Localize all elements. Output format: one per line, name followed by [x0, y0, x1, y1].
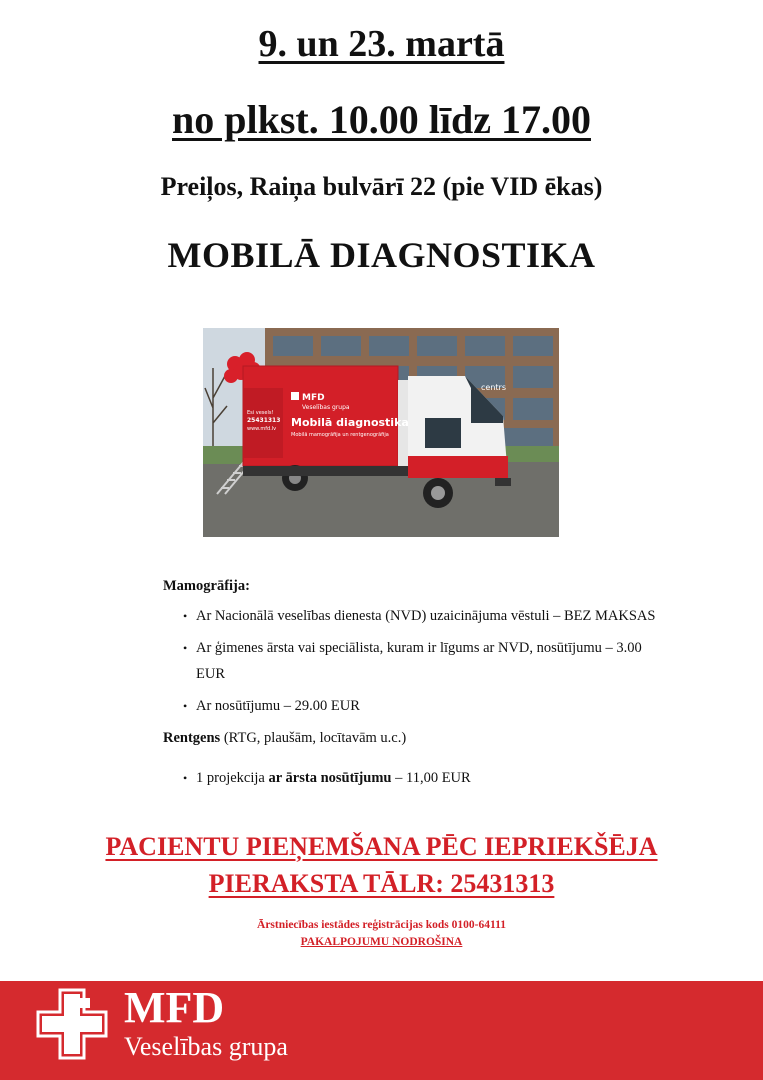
truck-brand-sub: Veselības grupa: [302, 404, 350, 411]
price-list: [163, 573, 663, 791]
truck-brand: MFD: [302, 393, 325, 403]
mamography-list: [163, 603, 663, 719]
appointment-notice-line1: PACIENTU PIEŅEMŠANA PĒC IEPRIEKŠĒJA: [105, 832, 658, 861]
mamography-heading: Mamogrāfija:: [163, 578, 250, 594]
footer-tagline: Veselības grupa: [124, 1032, 288, 1061]
truck-subtitle: Mobilā mamogrāfija un rentgenogrāfija: [291, 432, 389, 438]
list-item: • Ar Nacionālā veselības dienesta (NVD) uzaicinājuma vēstuli – BEZ MAKSAS: [163, 603, 663, 629]
xray-heading: Rentgens: [163, 730, 221, 746]
truck-phone-label: Esi vesels!: [247, 410, 274, 416]
xray-item-bold: ar ārsta nosūtījumu: [268, 770, 392, 786]
appointment-notice-line2: PIERAKSTA TĀLR: 25431313: [208, 869, 555, 898]
medical-cross-icon: [36, 988, 108, 1060]
xray-item-prefix: 1 projekcija: [196, 770, 269, 786]
list-item: • Ar ģimenes ārsta vai speciālista, kuram ir līgums ar NVD, nosūtījumu – 3.00 EUR: [163, 635, 663, 687]
list-item: [163, 765, 663, 791]
mobile-diagnostics-truck-photo: [203, 328, 559, 537]
provider-label: PAKALPOJUMU NODROŠINA: [300, 936, 463, 948]
list-item: • Ar nosūtījumu – 29.00 EUR: [163, 693, 663, 719]
xray-heading-note: (RTG, plaušām, locītavām u.c.): [220, 730, 407, 746]
xray-list: [163, 765, 663, 791]
registration-code: Ārstniecības iestādes reģistrācijas kods 0100-64111: [257, 919, 506, 931]
footer-brand: MFD: [124, 983, 225, 1032]
footer-banner: [0, 981, 763, 1080]
xray-heading-line: [163, 725, 663, 751]
service-title: MOBILĀ DIAGNOSTIKA: [167, 235, 596, 275]
event-dates: 9. un 23. martā: [258, 23, 505, 65]
xray-item-suffix: – 11,00 EUR: [391, 770, 471, 786]
truck-phone: 25431313: [247, 417, 281, 424]
truck-url: www.mfd.lv: [247, 426, 277, 432]
building-sign: centrs: [481, 383, 506, 392]
truck-title: Mobilā diagnostika: [291, 416, 409, 429]
event-hours: no plkst. 10.00 līdz 17.00: [172, 97, 591, 142]
event-location: Preiļos, Raiņa bulvārī 22 (pie VID ēkas): [160, 172, 603, 201]
